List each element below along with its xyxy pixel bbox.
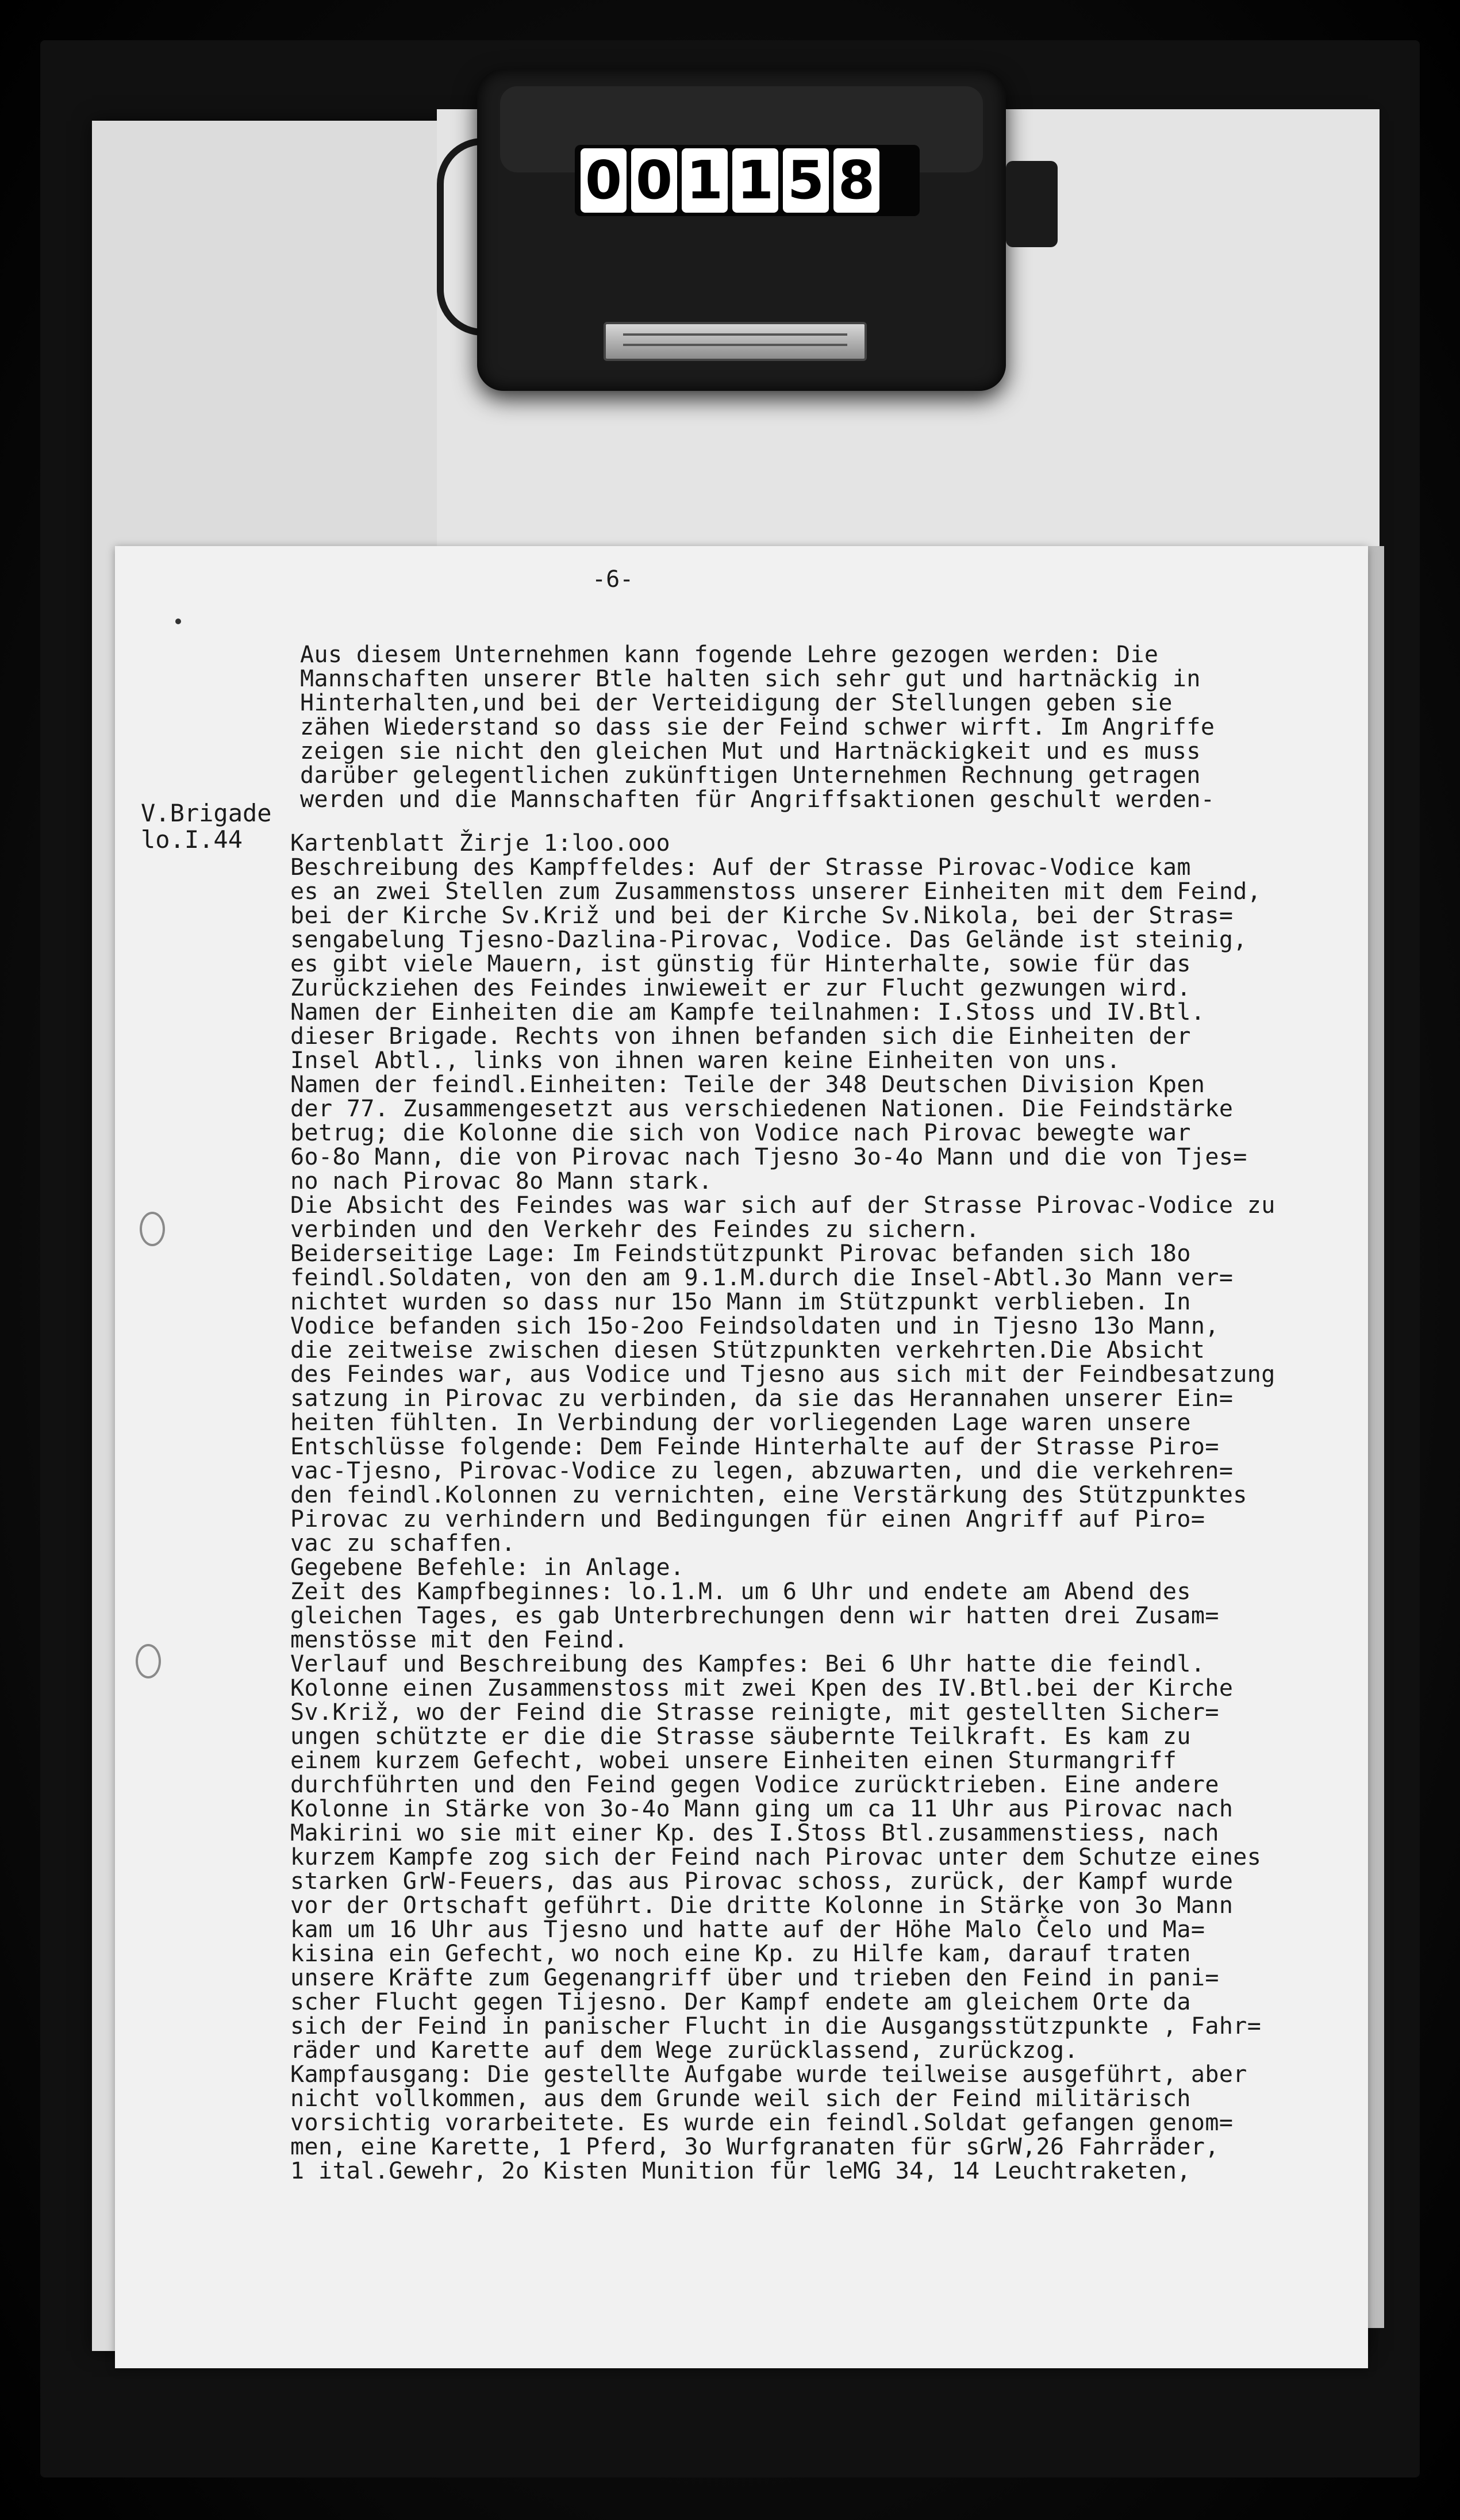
plate-engraving [623, 344, 847, 346]
text-line: kurzem Kampfe zog sich der Feind nach Pirovac unter dem Schutze eines [290, 1844, 1262, 1870]
text-line: Die Absicht des Feindes was war sich auf der Strasse Pirovac-Vodice zu [290, 1192, 1275, 1219]
text-line: kam um 16 Uhr aus Tjesno und hatte auf der Höhe Malo Čelo und Ma= [290, 1916, 1205, 1943]
page-number: -6- [592, 566, 634, 593]
text-line: des Feindes war, aus Vodice und Tjesno aus sich mit der Feindbesatzung [290, 1361, 1275, 1388]
text-line: Namen der Einheiten die am Kampfe teilnahmen: I.Stoss und IV.Btl. [290, 999, 1205, 1025]
text-line: vor der Ortschaft geführt. Die dritte Kolonne in Stärke von 3o Mann [290, 1892, 1234, 1919]
text-line: bei der Kirche Sv.Križ und bei der Kirche Sv.Nikola, bei der Stras= [290, 902, 1234, 929]
text-line: die zeitweise zwischen diesen Stützpunkten verkehrten.Die Absicht [290, 1337, 1205, 1363]
text-line: men, eine Karette, 1 Pferd, 3o Wurfgranaten für sGrW,26 Fahrräder, [290, 2134, 1219, 2160]
text-line: scher Flucht gegen Tijesno. Der Kampf endete am gleichem Orte da [290, 1989, 1191, 2015]
text-line: Hinterhalten,und bei der Verteidigung der Stellungen geben sie [300, 690, 1173, 716]
counter-digit: 8 [833, 148, 879, 213]
text-line: satzung in Pirovac zu verbinden, da sie das Herannahen unserer Ein= [290, 1385, 1234, 1412]
text-line: werden und die Mannschaften für Angriffsaktionen geschult werden- [300, 786, 1215, 813]
text-line: Beschreibung des Kampffeldes: Auf der Strasse Pirovac-Vodice kam [290, 854, 1191, 881]
text-line: Kolonne einen Zusammenstoss mit zwei Kpen des IV.Btl.bei der Kirche [290, 1675, 1234, 1701]
text-line: Kartenblatt Žirje 1:loo.ooo [290, 830, 671, 856]
frame-counter-device [477, 69, 1006, 391]
text-line: Vodice befanden sich 15o-2oo Feindsoldaten und in Tjesno 13o Mann, [290, 1313, 1219, 1339]
text-line: 6o-8o Mann, die von Pirovac nach Tjesno 3o-4o Mann und die von Tjes= [290, 1144, 1247, 1170]
text-line: Verlauf und Beschreibung des Kampfes: Bei 6 Uhr hatte die feindl. [290, 1651, 1205, 1677]
text-line: räder und Karette auf dem Wege zurücklassend, zurückzog. [290, 2037, 1078, 2064]
punch-hole-mark [136, 1644, 161, 1678]
text-line: nicht vollkommen, aus dem Grunde weil sich der Feind militärisch [290, 2085, 1191, 2112]
counter-knob [1006, 161, 1058, 247]
text-line: einem kurzem Gefecht, wobei unsere Einheiten einen Sturmangriff [290, 1747, 1177, 1774]
ink-dot [175, 619, 181, 624]
text-line: Zeit des Kampfbeginnes: lo.1.M. um 6 Uhr und endete am Abend des [290, 1578, 1191, 1605]
paper-edge-strip [1368, 546, 1384, 2328]
counter-digit: 0 [581, 148, 627, 213]
text-line: vac zu schaffen. [290, 1530, 516, 1557]
plate-engraving [623, 333, 847, 336]
text-line: vac-Tjesno, Pirovac-Vodice zu legen, abzuwarten, und die verkehren= [290, 1458, 1234, 1484]
text-line: 1 ital.Gewehr, 2o Kisten Munition für leMG 34, 14 Leuchtraketen, [290, 2158, 1191, 2184]
text-line: den feindl.Kolonnen zu vernichten, eine Verstärkung des Stützpunktes [290, 1482, 1247, 1508]
text-line: Beiderseitige Lage: Im Feindstützpunkt Pirovac befanden sich 18o [290, 1240, 1191, 1267]
text-line: feindl.Soldaten, von den am 9.1.M.durch die Insel-Abtl.3o Mann ver= [290, 1265, 1234, 1291]
text-line: dieser Brigade. Rechts von ihnen befanden sich die Einheiten der [290, 1023, 1191, 1050]
text-line: es an zwei Stellen zum Zusammenstoss unserer Einheiten mit dem Feind, [290, 878, 1262, 905]
text-line: verbinden und den Verkehr des Feindes zu sichern. [290, 1216, 980, 1243]
text-line: Gegebene Befehle: in Anlage. [290, 1554, 685, 1581]
text-line: Pirovac zu verhindern und Bedingungen für einen Angriff auf Piro= [290, 1506, 1205, 1532]
counter-digit: 1 [682, 148, 728, 213]
text-line: der 77. Zusammengesetzt aus verschiedenen Nationen. Die Feindstärke [290, 1096, 1234, 1122]
text-line: zähen Wiederstand so dass sie der Feind schwer wirft. Im Angriffe [300, 714, 1215, 740]
text-line: Entschlüsse folgende: Dem Feinde Hinterhalte auf der Strasse Piro= [290, 1434, 1219, 1460]
text-line: kisina ein Gefecht, wo noch eine Kp. zu Hilfe kam, darauf traten [290, 1941, 1191, 1967]
text-line: menstösse mit den Feind. [290, 1627, 628, 1653]
text-line: Sv.Križ, wo der Feind die Strasse reinigte, mit gestellten Sicher= [290, 1699, 1219, 1726]
text-line: unsere Kräfte zum Gegenangriff über und trieben den Feind in pani= [290, 1965, 1219, 1991]
text-line: zeigen sie nicht den gleichen Mut und Hartnäckigkeit und es muss [300, 738, 1201, 765]
text-line: gleichen Tages, es gab Unterbrechungen denn wir hatten drei Zusam= [290, 1603, 1219, 1629]
text-line: Mannschaften unserer Btle halten sich sehr gut und hartnäckig in [300, 666, 1201, 692]
text-line: Namen der feindl.Einheiten: Teile der 348 Deutschen Division Kpen [290, 1071, 1205, 1098]
text-line: durchführten und den Feind gegen Vodice zurücktrieben. Eine andere [290, 1772, 1219, 1798]
text-line: Kolonne in Stärke von 3o-4o Mann ging um ca 11 Uhr aus Pirovac nach [290, 1796, 1234, 1822]
text-line: nichtet wurden so dass nur 15o Mann im Stützpunkt verblieben. In [290, 1289, 1191, 1315]
text-line: sich der Feind in panischer Flucht in die Ausgangsstützpunkte , Fahr= [290, 2013, 1262, 2039]
text-line: Zurückziehen des Feindes inwieweit er zur Flucht gezwungen wird. [290, 975, 1191, 1001]
text-line: Kampfausgang: Die gestellte Aufgabe wurde teilweise ausgeführt, aber [290, 2061, 1247, 2088]
text-line: sengabelung Tjesno-Dazlina-Pirovac, Vodice. Das Gelände ist steinig, [290, 927, 1247, 953]
intro-paragraph [300, 643, 1215, 812]
margin-note-line: lo.I.44 [141, 825, 243, 854]
margin-note-line: V.Brigade [141, 799, 272, 827]
text-line: no nach Pirovac 8o Mann stark. [290, 1168, 713, 1194]
counter-nameplate [604, 322, 867, 361]
text-line: darüber gelegentlichen zukünftigen Unternehmen Rechnung getragen [300, 762, 1201, 789]
text-line: heiten fühlten. In Verbindung der vorliegenden Lage waren unsere [290, 1409, 1191, 1436]
counter-digit: 5 [783, 148, 829, 213]
text-line: betrug; die Kolonne die sich von Vodice nach Pirovac bewegte war [290, 1120, 1191, 1146]
margin-note [141, 800, 272, 853]
counter-digit: 0 [631, 148, 677, 213]
counter-digit-window [575, 145, 920, 216]
counter-digit: 1 [732, 148, 778, 213]
text-line: ungen schützte er die die Strasse säubernte Teilkraft. Es kam zu [290, 1723, 1191, 1750]
report-body [290, 831, 1275, 2183]
punch-hole-mark [140, 1212, 165, 1246]
text-line: Insel Abtl., links von ihnen waren keine Einheiten von uns. [290, 1047, 1121, 1074]
text-line: starken GrW-Feuers, das aus Pirovac schoss, zurück, der Kampf wurde [290, 1868, 1234, 1895]
text-line: es gibt viele Mauern, ist günstig für Hinterhalte, sowie für das [290, 951, 1191, 977]
text-line: Aus diesem Unternehmen kann fogende Lehre gezogen werden: Die [300, 641, 1159, 668]
text-line: Makirini wo sie mit einer Kp. des I.Stoss Btl.zusammenstiess, nach [290, 1820, 1219, 1846]
text-line: vorsichtig vorarbeitete. Es wurde ein feindl.Soldat gefangen genom= [290, 2110, 1234, 2136]
